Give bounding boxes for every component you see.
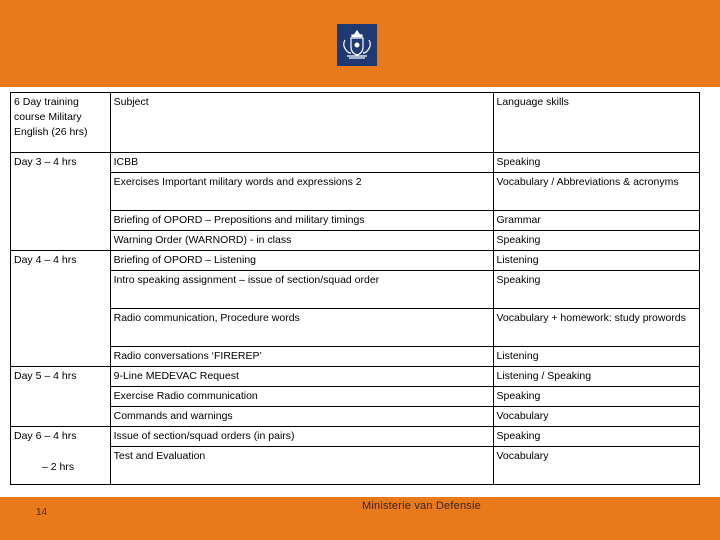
- table-row: [11, 211, 700, 231]
- skill-cell: Listening: [493, 251, 700, 271]
- table-row: [11, 251, 700, 271]
- table-row: [11, 231, 700, 251]
- header-skills: Language skills: [493, 93, 700, 153]
- table-row: [11, 447, 700, 485]
- footer-bar: [0, 497, 720, 540]
- table-row: [11, 309, 700, 347]
- header-subject: Subject: [110, 93, 493, 153]
- table-row: [11, 427, 700, 447]
- day-label: Day 6 – 4 hrs: [14, 430, 77, 442]
- skill-cell: Listening / Speaking: [493, 367, 700, 387]
- skill-cell: Speaking: [493, 153, 700, 173]
- table-row: [11, 347, 700, 367]
- skill-cell: Vocabulary + homework: study prowords: [493, 309, 700, 347]
- subject-cell: Exercises Important military words and expressions 2: [110, 173, 493, 211]
- table-row: [11, 367, 700, 387]
- skill-cell: Speaking: [493, 231, 700, 251]
- day-extra-hours: – 2 hrs: [42, 461, 75, 473]
- skill-cell: Speaking: [493, 427, 700, 447]
- day-cell: Day 3 – 4 hrs: [11, 153, 111, 251]
- subject-cell: 9-Line MEDEVAC Request: [110, 367, 493, 387]
- skill-cell: Grammar: [493, 211, 700, 231]
- course-schedule-table: [10, 92, 700, 485]
- header-banner: [0, 0, 720, 87]
- day-cell: Day 4 – 4 hrs: [11, 251, 111, 367]
- table-row: [11, 153, 700, 173]
- ministry-name: Ministerie van Defensie: [362, 500, 481, 512]
- skill-cell: Speaking: [493, 271, 700, 309]
- crest-icon: [337, 24, 377, 66]
- table-row: [11, 173, 700, 211]
- subject-cell: Issue of section/squad orders (in pairs): [110, 427, 493, 447]
- subject-cell: Briefing of OPORD – Prepositions and military timings: [110, 211, 493, 231]
- subject-cell: Exercise Radio communication: [110, 387, 493, 407]
- skill-cell: Vocabulary / Abbreviations & acronyms: [493, 173, 700, 211]
- subject-cell: Warning Order (WARNORD) - in class: [110, 231, 493, 251]
- skill-cell: Listening: [493, 347, 700, 367]
- table-row: [11, 387, 700, 407]
- subject-cell: Radio communication, Procedure words: [110, 309, 493, 347]
- page-number: 14: [36, 507, 48, 518]
- table-row: [11, 407, 700, 427]
- skill-cell: Vocabulary: [493, 407, 700, 427]
- subject-cell: Intro speaking assignment – issue of section/squad order: [110, 271, 493, 309]
- subject-cell: Commands and warnings: [110, 407, 493, 427]
- subject-cell: Test and Evaluation: [110, 447, 493, 485]
- subject-cell: Radio conversations ‘FIREREP’: [110, 347, 493, 367]
- header-course: 6 Day training course Military English (26 hrs): [11, 93, 111, 153]
- skill-cell: Vocabulary: [493, 447, 700, 485]
- subject-cell: ICBB: [110, 153, 493, 173]
- table-header-row: [11, 93, 700, 153]
- skill-cell: Speaking: [493, 387, 700, 407]
- day-cell: [11, 427, 111, 485]
- day-cell: Day 5 – 4 hrs: [11, 367, 111, 427]
- subject-cell: Briefing of OPORD – Listening: [110, 251, 493, 271]
- table-row: [11, 271, 700, 309]
